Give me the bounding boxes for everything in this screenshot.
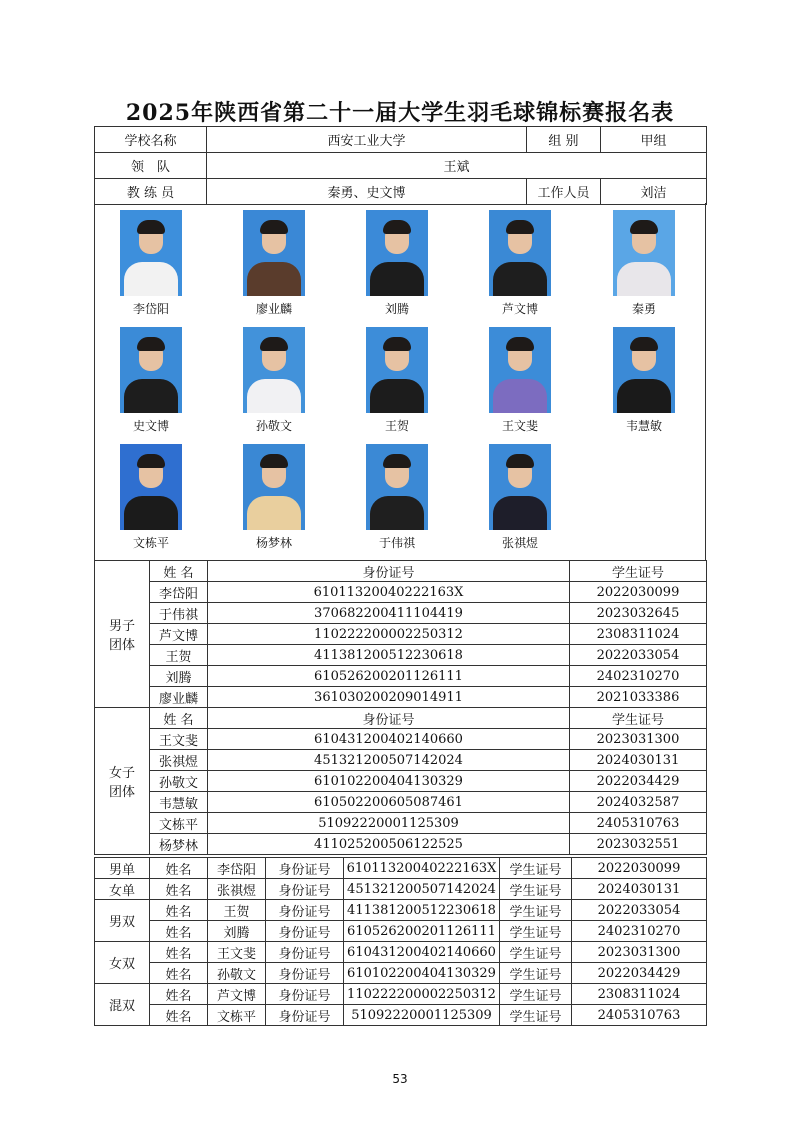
- col-header-id: 身份证号: [208, 561, 570, 582]
- player-id-number: 110222200002250312: [344, 984, 500, 1005]
- photo-hair: [137, 454, 165, 468]
- player-name: 于伟祺: [150, 603, 208, 624]
- photo-hair: [506, 220, 534, 234]
- photo-body: [493, 496, 547, 530]
- info-table: [94, 126, 707, 205]
- photo-body: [493, 379, 547, 413]
- col-header-name: 姓 名: [150, 708, 208, 729]
- player-card: [470, 444, 570, 550]
- player-id-number: 451321200507142024: [344, 879, 500, 900]
- player-photo-name: 张祺煜: [501, 536, 538, 550]
- player-id-number: 411025200506122525: [208, 834, 570, 855]
- table-row: [95, 729, 707, 750]
- name-label: 姓名: [150, 1005, 208, 1026]
- id-label: 身份证号: [266, 984, 344, 1005]
- table-row: [95, 942, 707, 963]
- player-photo-name: 文栋平: [132, 536, 169, 550]
- player-id-number: 610431200402140660: [344, 942, 500, 963]
- coach-label: 教 练 员: [95, 179, 207, 205]
- player-name: 孙敬文: [150, 771, 208, 792]
- group-value: 甲组: [601, 127, 707, 153]
- player-photo-name: 于伟祺: [378, 536, 415, 550]
- player-student-id: 2405310763: [570, 813, 707, 834]
- player-card: [470, 210, 570, 316]
- leader-value: 王斌: [207, 153, 707, 179]
- table-row: [95, 582, 707, 603]
- photo-body: [370, 496, 424, 530]
- player-id-number: 361030200209014911: [208, 687, 570, 708]
- player-photo-name: 秦勇: [631, 302, 656, 316]
- team-label: 女子 团体: [95, 708, 150, 855]
- player-id-number: 61011320040222163X: [208, 582, 570, 603]
- photo-hair: [383, 454, 411, 468]
- school-label: 学校名称: [95, 127, 207, 153]
- player-student-id: 2308311024: [572, 984, 707, 1005]
- name-label: 姓名: [150, 984, 208, 1005]
- id-label: 身份证号: [266, 921, 344, 942]
- player-card: [594, 210, 694, 316]
- player-photo-name: 杨梦林: [255, 536, 292, 550]
- player-name: 王文斐: [150, 729, 208, 750]
- table-row: [95, 921, 707, 942]
- player-student-id: 2023032551: [570, 834, 707, 855]
- photo-body: [370, 379, 424, 413]
- player-id-number: 610502200605087461: [208, 792, 570, 813]
- photo-hair: [630, 220, 658, 234]
- player-name: 王贺: [208, 900, 266, 921]
- photo-hair: [383, 337, 411, 351]
- player-photo: [120, 444, 182, 530]
- player-photo: [243, 210, 305, 296]
- table-row: [95, 645, 707, 666]
- player-student-id: 2022033054: [570, 645, 707, 666]
- player-card: [594, 327, 694, 433]
- player-student-id: 2022030099: [572, 858, 707, 879]
- player-id-number: 610102200404130329: [208, 771, 570, 792]
- table-row: [95, 984, 707, 1005]
- player-id-number: 411381200512230618: [208, 645, 570, 666]
- events-table: [94, 857, 707, 1026]
- player-name: 刘腾: [150, 666, 208, 687]
- player-name: 张祺煜: [208, 879, 266, 900]
- photo-body: [247, 496, 301, 530]
- photo-body: [124, 496, 178, 530]
- photo-body: [493, 262, 547, 296]
- student-id-label: 学生证号: [500, 984, 572, 1005]
- player-name: 孙敬文: [208, 963, 266, 984]
- player-card: [224, 444, 324, 550]
- player-photo: [613, 210, 675, 296]
- table-row: [95, 792, 707, 813]
- player-card: [101, 444, 201, 550]
- table-row: [95, 666, 707, 687]
- table-row: [95, 771, 707, 792]
- name-label: 姓名: [150, 900, 208, 921]
- player-photo-name: 孙敬文: [255, 419, 292, 433]
- player-student-id: 2022034429: [572, 963, 707, 984]
- photo-hair: [506, 454, 534, 468]
- name-label: 姓名: [150, 858, 208, 879]
- table-row: [95, 963, 707, 984]
- table-row: [95, 813, 707, 834]
- photo-body: [617, 379, 671, 413]
- player-student-id: 2022034429: [570, 771, 707, 792]
- player-name: 廖业麟: [150, 687, 208, 708]
- event-label: 混双: [95, 984, 150, 1026]
- player-student-id: 2022030099: [570, 582, 707, 603]
- student-id-label: 学生证号: [500, 942, 572, 963]
- player-card: [470, 327, 570, 433]
- id-label: 身份证号: [266, 942, 344, 963]
- player-id-number: 610526200201126111: [344, 921, 500, 942]
- player-student-id: 2024032587: [570, 792, 707, 813]
- page-number: 53: [392, 1072, 408, 1086]
- player-student-id: 2023032645: [570, 603, 707, 624]
- player-id-number: 610526200201126111: [208, 666, 570, 687]
- player-id-number: 610102200404130329: [344, 963, 500, 984]
- page-title: 2025年陕西省第二十一届大学生羽毛球锦标赛报名表: [125, 100, 675, 126]
- photo-body: [247, 262, 301, 296]
- student-id-label: 学生证号: [500, 963, 572, 984]
- player-name: 李岱阳: [208, 858, 266, 879]
- player-name: 张祺煜: [150, 750, 208, 771]
- id-label: 身份证号: [266, 900, 344, 921]
- leader-label: 领 队: [95, 153, 207, 179]
- player-name: 刘腾: [208, 921, 266, 942]
- player-card: [101, 210, 201, 316]
- player-student-id: 2308311024: [570, 624, 707, 645]
- col-header-sid: 学生证号: [570, 561, 707, 582]
- staff-value: 刘洁: [601, 179, 707, 205]
- student-id-label: 学生证号: [500, 1005, 572, 1026]
- group-label: 组 别: [527, 127, 601, 153]
- staff-label: 工作人员: [527, 179, 601, 205]
- photo-hair: [260, 337, 288, 351]
- player-photo-name: 王贺: [384, 419, 409, 433]
- player-photo: [489, 444, 551, 530]
- player-student-id: 2402310270: [570, 666, 707, 687]
- player-name: 文栋平: [208, 1005, 266, 1026]
- player-card: [224, 327, 324, 433]
- photo-hair: [137, 337, 165, 351]
- id-label: 身份证号: [266, 963, 344, 984]
- photo-hair: [260, 454, 288, 468]
- table-row: [95, 834, 707, 855]
- player-student-id: 2405310763: [572, 1005, 707, 1026]
- student-id-label: 学生证号: [500, 921, 572, 942]
- table-row: [95, 603, 707, 624]
- player-id-number: 411381200512230618: [344, 900, 500, 921]
- player-photo: [366, 210, 428, 296]
- player-photo-name: 韦慧敏: [625, 419, 662, 433]
- name-label: 姓名: [150, 879, 208, 900]
- player-name: 李岱阳: [150, 582, 208, 603]
- player-photo: [489, 327, 551, 413]
- team-label: 男子 团体: [95, 561, 150, 708]
- player-id-number: 110222200002250312: [208, 624, 570, 645]
- player-student-id: 2023031300: [572, 942, 707, 963]
- photo-hair: [383, 220, 411, 234]
- player-id-number: 61011320040222163X: [344, 858, 500, 879]
- table-row: [95, 687, 707, 708]
- photo-body: [617, 262, 671, 296]
- player-photo-name: 王文斐: [501, 419, 538, 433]
- player-name: 芦文博: [208, 984, 266, 1005]
- name-label: 姓名: [150, 921, 208, 942]
- player-photo: [243, 444, 305, 530]
- photo-hair: [630, 337, 658, 351]
- col-header-id: 身份证号: [208, 708, 570, 729]
- table-row: [95, 900, 707, 921]
- player-photo-name: 史文博: [132, 419, 169, 433]
- photo-body: [124, 262, 178, 296]
- player-id-number: 451321200507142024: [208, 750, 570, 771]
- player-student-id: 2022033054: [572, 900, 707, 921]
- student-id-label: 学生证号: [500, 900, 572, 921]
- student-id-label: 学生证号: [500, 858, 572, 879]
- player-name: 韦慧敏: [150, 792, 208, 813]
- school-value: 西安工业大学: [207, 127, 527, 153]
- player-photo: [243, 327, 305, 413]
- photo-body: [124, 379, 178, 413]
- photo-hair: [506, 337, 534, 351]
- player-photo: [366, 444, 428, 530]
- name-label: 姓名: [150, 942, 208, 963]
- player-id-number: 370682200411104419: [208, 603, 570, 624]
- player-id-number: 51092220001125309: [208, 813, 570, 834]
- player-name: 王文斐: [208, 942, 266, 963]
- player-photo-grid: [94, 203, 706, 561]
- player-photo: [489, 210, 551, 296]
- event-label: 女双: [95, 942, 150, 984]
- player-name: 文栋平: [150, 813, 208, 834]
- photo-body: [370, 262, 424, 296]
- player-card: [347, 327, 447, 433]
- player-student-id: 2024030131: [572, 879, 707, 900]
- player-card: [347, 444, 447, 550]
- player-photo-name: 廖业麟: [255, 302, 292, 316]
- player-name: 杨梦林: [150, 834, 208, 855]
- table-row: [95, 750, 707, 771]
- player-student-id: 2402310270: [572, 921, 707, 942]
- coach-value: 秦勇、史文博: [207, 179, 527, 205]
- player-photo: [120, 327, 182, 413]
- player-name: 芦文博: [150, 624, 208, 645]
- player-card: [347, 210, 447, 316]
- col-header-sid: 学生证号: [570, 708, 707, 729]
- event-label: 男单: [95, 858, 150, 879]
- player-name: 王贺: [150, 645, 208, 666]
- col-header-name: 姓 名: [150, 561, 208, 582]
- id-label: 身份证号: [266, 858, 344, 879]
- player-student-id: 2024030131: [570, 750, 707, 771]
- player-student-id: 2023031300: [570, 729, 707, 750]
- player-photo-name: 芦文博: [501, 302, 538, 316]
- player-photo-name: 李岱阳: [132, 302, 169, 316]
- player-photo-name: 刘腾: [384, 302, 409, 316]
- name-label: 姓名: [150, 963, 208, 984]
- player-card: [101, 327, 201, 433]
- id-label: 身份证号: [266, 879, 344, 900]
- player-photo: [120, 210, 182, 296]
- player-photo: [613, 327, 675, 413]
- player-student-id: 2021033386: [570, 687, 707, 708]
- photo-hair: [137, 220, 165, 234]
- event-label: 女单: [95, 879, 150, 900]
- table-row: [95, 624, 707, 645]
- table-row: [95, 879, 707, 900]
- event-label: 男双: [95, 900, 150, 942]
- player-card: [224, 210, 324, 316]
- player-photo: [366, 327, 428, 413]
- player-id-number: 51092220001125309: [344, 1005, 500, 1026]
- photo-body: [247, 379, 301, 413]
- table-row: [95, 1005, 707, 1026]
- photo-hair: [260, 220, 288, 234]
- student-id-label: 学生证号: [500, 879, 572, 900]
- id-label: 身份证号: [266, 1005, 344, 1026]
- team-roster-table: [94, 560, 707, 855]
- player-id-number: 610431200402140660: [208, 729, 570, 750]
- table-row: [95, 858, 707, 879]
